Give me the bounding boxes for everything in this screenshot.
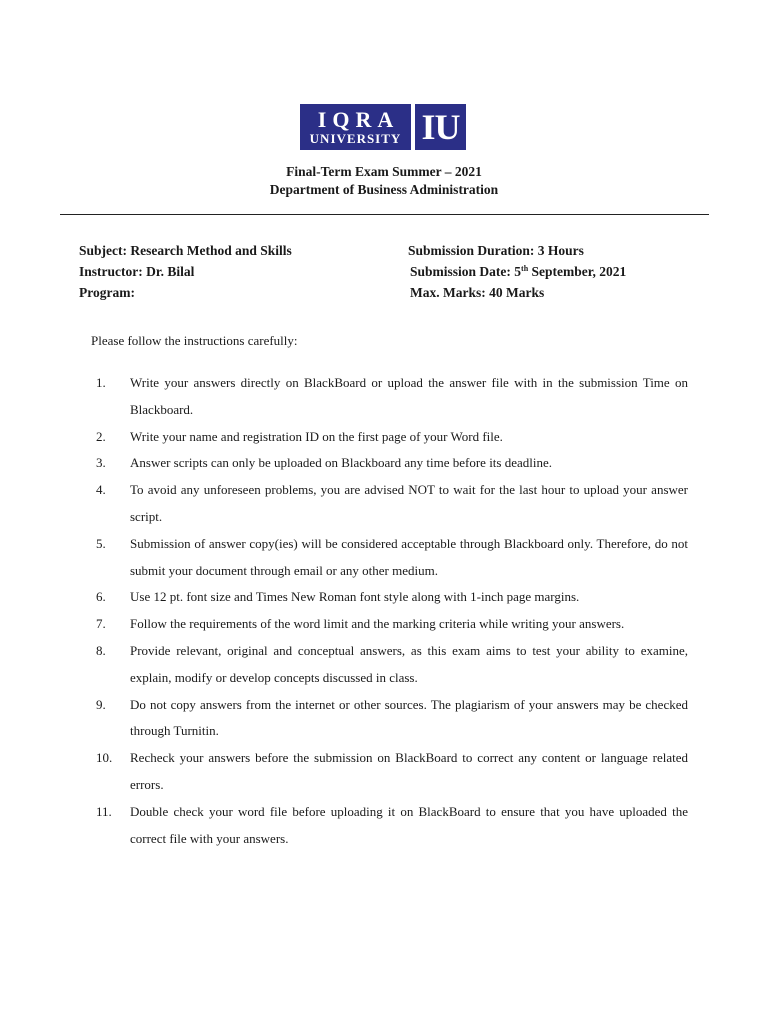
exam-title: Final-Term Exam Summer – 2021 [286,164,482,179]
instruction-number: 3. [96,455,106,471]
header-divider [60,214,709,215]
duration-field: Submission Duration: 3 Hours [408,243,584,258]
instruction-item [96,692,688,746]
instruction-item [96,638,688,692]
instruction-number: 8. [96,642,106,658]
instruction-number: 1. [96,375,106,390]
instruction-text: Provide relevant, original and conceptual answers, as this exam aims to test your ability to examine, explain, modify or develop concepts discussed in class. [130,642,688,685]
instructor-field: Instructor: Dr. Bilal [79,264,195,279]
instruction-text: Double check your word file before uploading it on BlackBoard to ensure that you have uploaded the correct file with your answers. [130,803,688,846]
instruction-item [96,584,688,611]
instruction-item [96,477,688,531]
instruction-item [96,531,688,585]
instruction-text: Follow the requirements of the word limit and the marking criteria while writing your answers. [130,616,625,632]
submission-date-field: Submission Date: 5th September, 2021 [410,264,627,279]
max-marks-field: Max. Marks: 40 Marks [410,285,545,300]
instruction-number: 7. [96,616,106,632]
instruction-item [96,370,688,424]
logo-wordmark [300,104,411,150]
instruction-item [96,799,688,853]
instruction-text: Write your answers directly on BlackBoard or upload the answer file with in the submission Time on Blackboard. [130,375,688,417]
instruction-text: To avoid any unforeseen problems, you are advised NOT to wait for the last hour to upload your answer script. [130,482,688,524]
instruction-number: 4. [96,482,106,498]
instruction-number: 2. [96,428,106,444]
subject-field: Subject: Research Method and Skills [79,243,292,258]
instruction-number: 5. [96,535,106,551]
instructions-list [96,370,688,852]
instruction-item [96,424,688,451]
instruction-text: Answer scripts can only be uploaded on Blackboard any time before its deadline. [130,455,553,471]
instruction-item [96,450,688,477]
instruction-number: 6. [96,589,106,605]
instructions-intro: Please follow the instructions carefully: [91,333,298,348]
instruction-text: Use 12 pt. font size and Times New Roman font style along with 1-inch page margins. [130,589,580,605]
instruction-item [96,745,688,799]
logo-mark-text: IU [421,107,460,147]
instruction-text: Do not copy answers from the internet or other sources. The plagiarism of your answers may be checked through Turnitin. [130,696,688,739]
logo-mark [415,104,466,150]
program-field: Program: [79,285,135,300]
instruction-text: Write your name and registration ID on the first page of your Word file. [130,428,503,444]
instruction-item [96,611,688,638]
instruction-number: 10. [96,750,113,766]
iqra-university-logo [300,104,466,150]
logo-top-text: IQRA [317,106,400,132]
instruction-number: 11. [96,803,112,819]
logo-bottom-text: UNIVERSITY [309,130,402,146]
department-title: Department of Business Administration [269,182,499,197]
instruction-text: Recheck your answers before the submission on BlackBoard to correct any content or language related errors. [130,750,688,792]
instruction-number: 9. [96,696,106,712]
instruction-text: Submission of answer copy(ies) will be considered acceptable through Blackboard only. Therefore, do not submit your document through email or any other medium. [130,535,688,578]
